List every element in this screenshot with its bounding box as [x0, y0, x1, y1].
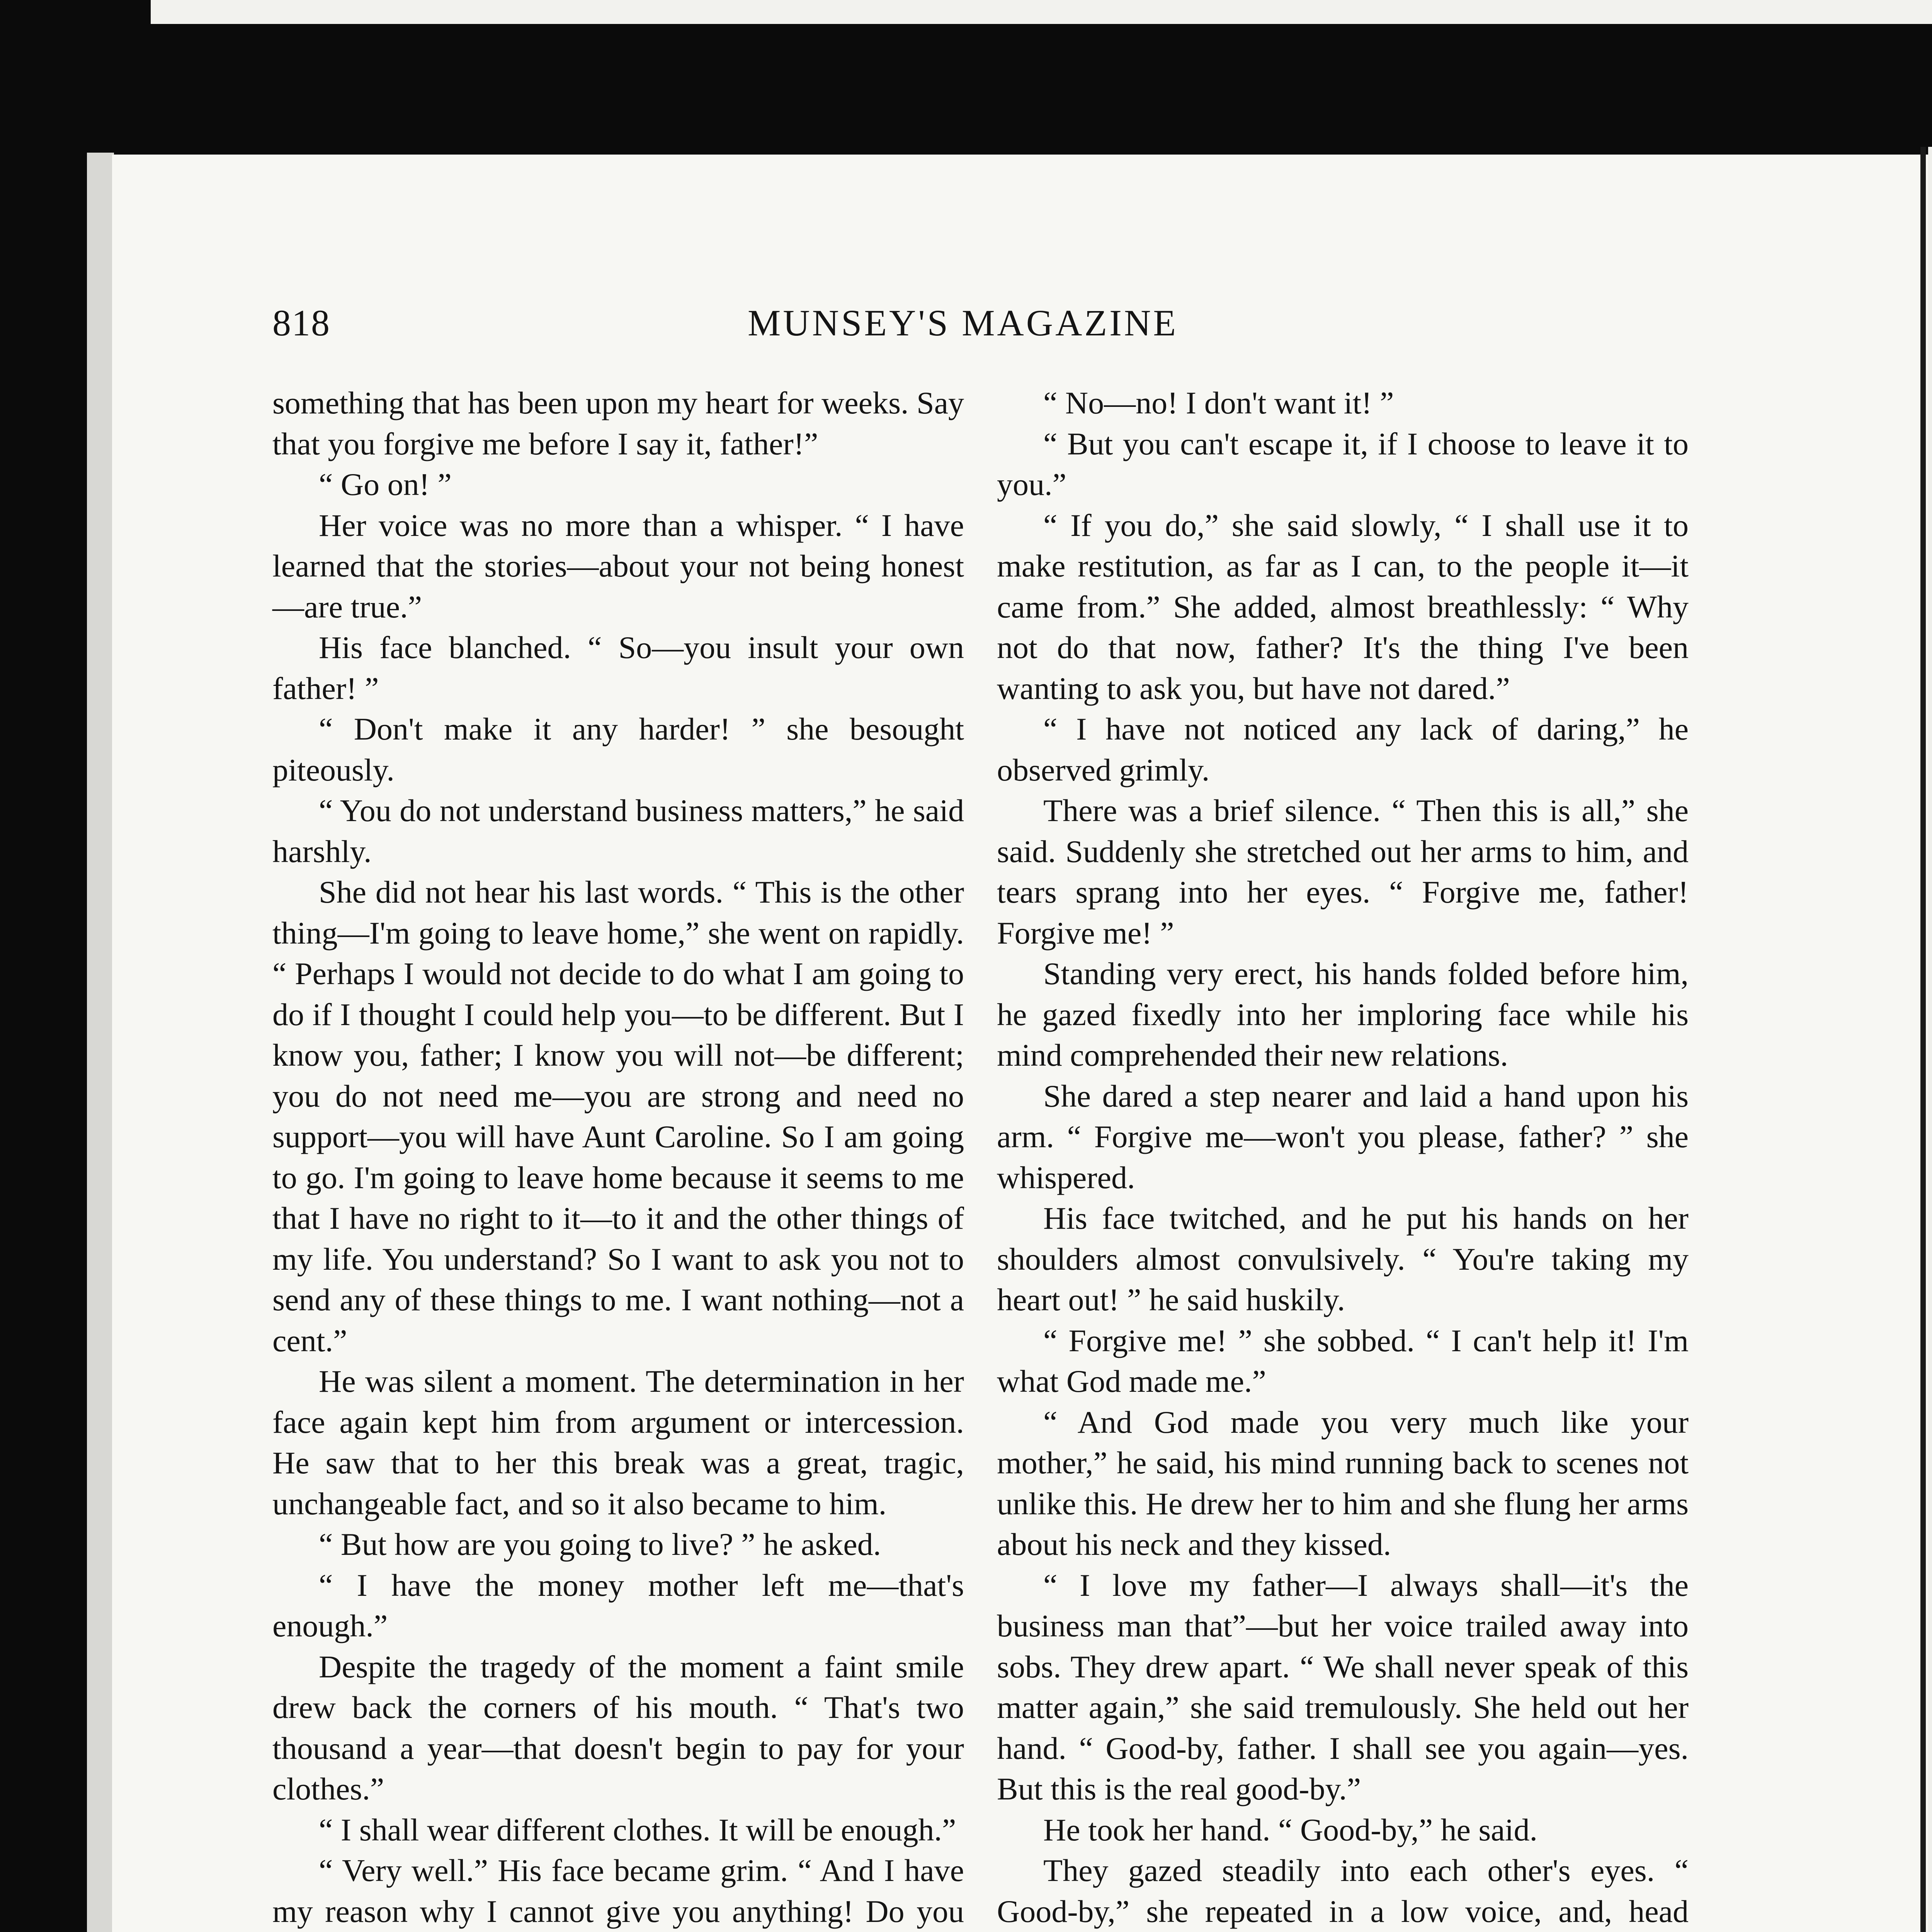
paragraph: “ Very well.” His face became grim. “ And I have my reason why I cannot give you anything! Do you: [272, 1853, 964, 1929]
paragraph: His face twitched, and he put his hands on her shoulders almost convulsively. “ You're taking my heart out! ” he said huskily.: [997, 1201, 1689, 1317]
left-column: [272, 383, 964, 1932]
right-column: [997, 383, 1689, 1932]
paragraph: “ No—no! I don't want it! ”: [1043, 385, 1394, 420]
paragraph: Standing very erect, his hands folded before him, he gazed fixedly into her imploring face while his mind comprehended their new relations.: [997, 956, 1689, 1073]
paragraph: She dared a step nearer and laid a hand upon his arm. “ Forgive me—won't you please, father? ” she whispered.: [997, 1078, 1689, 1195]
paragraph: “ But you can't escape it, if I choose to leave it to you.”: [997, 426, 1689, 502]
paragraph: “ I shall wear different clothes. It will be enough.”: [319, 1812, 956, 1847]
paragraph: “ I have not noticed any lack of daring,” he observed grimly.: [997, 711, 1689, 787]
top-film-strip: [151, 0, 1932, 24]
paragraph: They gazed steadily into each other's eyes. “ Good-by,” she repeated in a low voice, and, head: [997, 1853, 1689, 1929]
paragraph: “ Forgive me! ” she sobbed. “ I can't help it! I'm what God made me.”: [997, 1323, 1689, 1399]
paragraph: “ But how are you going to live? ” he asked.: [319, 1527, 881, 1562]
page-number: 818: [272, 302, 330, 344]
page-header: [272, 301, 1683, 344]
page-left-edge: [87, 153, 114, 1932]
paragraph: “ And God made you very much like your mother,” he said, his mind running back to scenes not unlike this. He drew her to him and she flung her arms about his neck and they kissed.: [997, 1404, 1689, 1562]
paragraph: something that has been upon my heart for weeks. Say that you forgive me before I say it, father!”: [272, 385, 964, 461]
paragraph: “ Don't make it any harder! ” she besought piteously.: [272, 711, 964, 787]
gutter-shadow: [1920, 147, 1926, 1932]
paragraph: “ Go on! ”: [319, 467, 452, 502]
paragraph: “ I have the money mother left me—that's enough.”: [272, 1567, 964, 1643]
paragraph: She did not hear his last words. “ This is the other thing—I'm going to leave home,” she went on rapidly. “ Perhaps I would not decide to do what I am going to do if I thought I could help you—to be different. But I know you, father; I know you will not—be different; you do not need me—you are strong and need no support—you will have Aunt Caroline. So I am going to go. I'm going to leave home because it seems to me that I have no right to it—to it and the other things of my life. You understand? So I want to ask you not to send any of these things to me. I want nothing—not a cent.”: [272, 874, 964, 1358]
paragraph: “ If you do,” she said slowly, “ I shall use it to make restitution, as far as I can, to the people it—it came from.” She added, almost breathlessly: “ Why not do that now, father? It's the thing I've been wanting to ask you, but have not dared.”: [997, 507, 1689, 706]
paragraph: He was silent a moment. The determination in her face again kept him from argument or intercession. He saw that to her this break was a great, tragic, unchangeable fact, and so it also became to him.: [272, 1364, 964, 1521]
running-title: MUNSEY'S MAGAZINE: [748, 302, 1178, 344]
paragraph: His face blanched. “ So—you insult your own father! ”: [272, 630, 964, 706]
facing-page-edge: [1928, 147, 1932, 1932]
paragraph: Her voice was no more than a whisper. “ I have learned that the stories—about your not being honest—are true.”: [272, 507, 964, 624]
paragraph: There was a brief silence. “ Then this is all,” she said. Suddenly she stretched out her arms to him, and tears sprang into her eyes. “ Forgive me, father! Forgive me! ”: [997, 793, 1689, 951]
paragraph: “ You do not understand business matters,” he said harshly.: [272, 793, 964, 869]
paragraph: He took her hand. “ Good-by,” he said.: [1043, 1812, 1537, 1847]
paragraph: “ I love my father—I always shall—it's the business man that”—but her voice trailed away into sobs. They drew apart. “ We shall never speak of this matter again,” she said tremulously. She held out her hand. “ Good-by, father. I shall see you again—yes. But this is the real good-by.”: [997, 1567, 1689, 1806]
paragraph: Despite the tragedy of the moment a faint smile drew back the corners of his mouth. “ That's two thousand a year—that doesn't begin to pay for your clothes.”: [272, 1649, 964, 1806]
